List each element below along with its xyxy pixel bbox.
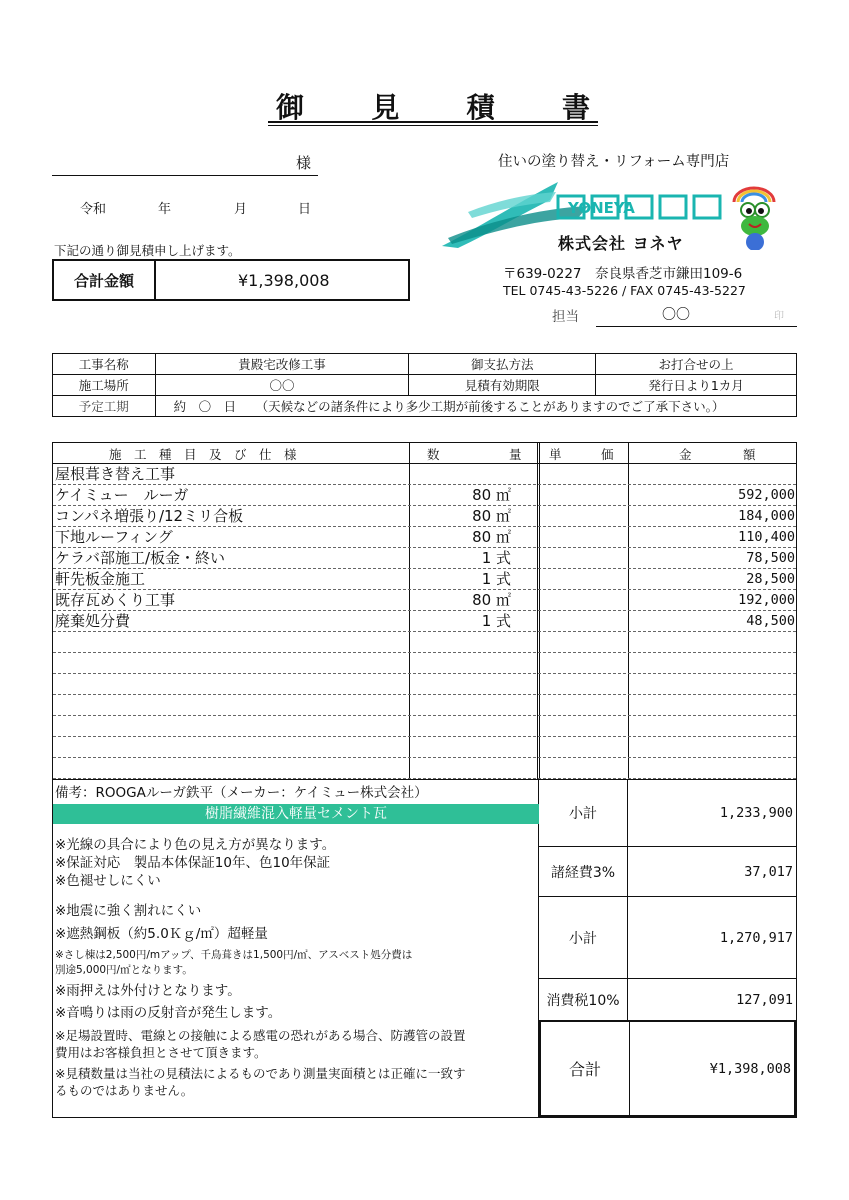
table-row: [53, 548, 796, 569]
item-qty: 80 ㎡: [472, 486, 511, 504]
item-name: 廃棄処分費: [55, 612, 131, 630]
table-row: [53, 569, 796, 590]
note-item: ※足場設置時、電線との接触による感電の恐れがある場合、防護管の設置: [55, 1028, 466, 1043]
project-name-value: 貴殿宅改修工事: [155, 354, 409, 375]
item-name: 屋根葺き替え工事: [55, 465, 176, 483]
period-note: （天候などの諸条件により多少工期が前後することがありますのでご了承下さい。）: [255, 399, 725, 414]
tax-label: 消費税10%: [539, 979, 628, 1020]
item-amount: 28,500: [746, 571, 795, 587]
item-amount: 48,500: [746, 613, 795, 629]
title-underline: [268, 125, 598, 126]
subtotal2-row: [539, 897, 796, 978]
note-item: ※色褪せしにくい: [55, 873, 161, 889]
period-label: 予定工期: [53, 396, 156, 417]
item-amount: 184,000: [738, 508, 795, 524]
validity-value: 発行日より1カ月: [596, 375, 797, 396]
table-row: [53, 590, 796, 611]
total-value: ¥1,398,008: [238, 270, 330, 290]
summary-area: [539, 780, 796, 1117]
document-title: [268, 86, 598, 126]
logo-text: YONEYA: [568, 199, 635, 217]
items-table: [52, 442, 797, 780]
header-qty-right: 量: [509, 447, 522, 462]
tax-value: 127,091: [736, 991, 793, 1008]
header-unit-price-left: 単: [549, 447, 562, 462]
header-amount-right: 額: [743, 447, 756, 462]
header-spec: 施 工 種 目 及 び 仕 様: [109, 447, 297, 462]
item-name: 軒先板金施工: [55, 570, 146, 588]
table-row: [53, 506, 796, 527]
header-qty-left: 数: [427, 447, 440, 462]
location-value: 〇〇: [155, 375, 409, 396]
subtotal2-value: 1,270,917: [719, 929, 793, 946]
tax-row: [539, 979, 796, 1020]
subtotal-row: [539, 780, 796, 846]
staff-name: 〇〇: [662, 307, 690, 323]
item-qty: 1 式: [481, 612, 511, 630]
item-amount: 592,000: [738, 487, 795, 503]
project-info-table: [52, 353, 797, 417]
project-name-label: 工事名称: [53, 354, 156, 375]
recipient-suffix: 様: [296, 154, 312, 172]
total-label: 合計金額: [54, 261, 156, 299]
date-era: 令和: [80, 202, 107, 217]
note-item: ※保証対応 製品本体保証10年、色10年保証: [55, 855, 331, 871]
payment-value: お打合せの上: [596, 354, 797, 375]
header-unit-price-right: 価: [601, 447, 614, 462]
item-qty: 80 ㎡: [472, 591, 511, 609]
note-item: ※音鳴りは雨の反射音が発生します。: [55, 1005, 282, 1021]
items-header: [53, 443, 796, 464]
item-qty: 1 式: [481, 570, 511, 588]
title-char: 御: [276, 91, 305, 124]
staff-line: [596, 326, 797, 327]
table-row: [53, 464, 796, 485]
seal-mark: 印: [774, 311, 784, 322]
note-item: ※光線の具合により色の見え方が異なります。: [55, 837, 336, 853]
expense-value: 37,017: [744, 863, 793, 880]
period-cell: [155, 396, 796, 417]
table-row: [53, 695, 796, 716]
title-char: 見: [371, 91, 400, 124]
note-item: ※地震に強く割れにくい: [55, 903, 202, 919]
date-month: 月: [234, 202, 248, 217]
issue-date: [80, 198, 320, 218]
note-item: ※遮熱鋼板（約5.0Ｋｇ/㎡）超軽量: [55, 926, 268, 942]
note-item-small: 別途5,000円/㎡となります。: [55, 964, 193, 976]
item-name: ケイミュー ルーガ: [55, 486, 189, 504]
total-amount-box: [52, 259, 410, 301]
table-row: [53, 737, 796, 758]
title-char: 積: [466, 91, 495, 124]
grand-total-box: [539, 1020, 796, 1117]
item-amount: 192,000: [738, 592, 795, 608]
item-name: コンパネ増張り/12ミリ合板: [55, 507, 244, 525]
table-row: [53, 716, 796, 737]
date-day: 日: [298, 202, 312, 217]
remark-line: 備考：ROOGAルーガ鉄平（メーカー：ケイミュー株式会社）: [55, 785, 428, 801]
date-year: 年: [158, 202, 172, 217]
grand-total-label: 合計: [541, 1022, 630, 1115]
company-name: 株式会社 ヨネヤ: [558, 234, 684, 253]
title-char: 書: [561, 91, 590, 124]
remarks-area: [53, 780, 539, 1117]
location-label: 施工場所: [53, 375, 156, 396]
company-tel-fax: TEL 0745-43-5226 / FAX 0745-43-5227: [503, 283, 746, 298]
item-name: 既存瓦めくり工事: [55, 591, 176, 609]
title-underline: [268, 121, 598, 123]
item-qty: 1 式: [481, 549, 511, 567]
intro-text: 下記の通り御見積申し上げます。: [54, 243, 241, 258]
item-amount: 110,400: [738, 529, 795, 545]
header-amount-left: 金: [679, 447, 692, 462]
note-item: ※見積数量は当社の見積法によるものであり測量実面積とは正確に一致す: [55, 1066, 466, 1081]
payment-label: 御支払方法: [409, 354, 596, 375]
table-row: [53, 485, 796, 506]
validity-label: 見積有効期限: [409, 375, 596, 396]
note-item: 費用はお客様負担とさせて頂きます。: [55, 1045, 267, 1060]
note-item: ※雨押えは外付けとなります。: [55, 983, 241, 999]
staff-label: 担当: [552, 309, 579, 325]
item-qty: 80 ㎡: [472, 507, 511, 525]
period-value: 約 〇 日: [173, 399, 237, 414]
company-address: 〒639-0227 奈良県香芝市鎌田109-6: [503, 266, 743, 282]
item-qty: 80 ㎡: [472, 528, 511, 546]
company-tagline: 住いの塗り替え・リフォーム専門店: [498, 154, 730, 170]
table-row: [53, 527, 796, 548]
expense-label: 諸経費3%: [539, 847, 628, 896]
item-name: 下地ルーフィング: [55, 528, 173, 546]
item-name: ケラバ部施工/板金・終い: [55, 549, 226, 567]
frog-mascot-icon: [734, 188, 774, 250]
recipient-line: [52, 175, 318, 176]
table-row: [53, 653, 796, 674]
note-item: るものではありません。: [55, 1083, 194, 1098]
subtotal-label: 小計: [539, 780, 628, 846]
item-rows: [53, 464, 796, 779]
subtotal2-label: 小計: [539, 897, 628, 978]
table-row: [53, 758, 796, 779]
table-row: [53, 632, 796, 653]
note-item-small: ※さし棟は2,500円/mアップ、千鳥葺きは1,500円/㎡、アスベスト処分費は: [55, 949, 413, 961]
product-band: 樹脂繊維混入軽量セメント瓦: [53, 804, 539, 824]
subtotal-value: 1,233,900: [719, 805, 793, 821]
grand-total-value: ¥1,398,008: [709, 1060, 791, 1077]
expense-row: [539, 847, 796, 896]
item-amount: 78,500: [746, 550, 795, 566]
remarks-summary-section: [52, 780, 797, 1118]
table-row: [53, 674, 796, 695]
table-row: [53, 611, 796, 632]
